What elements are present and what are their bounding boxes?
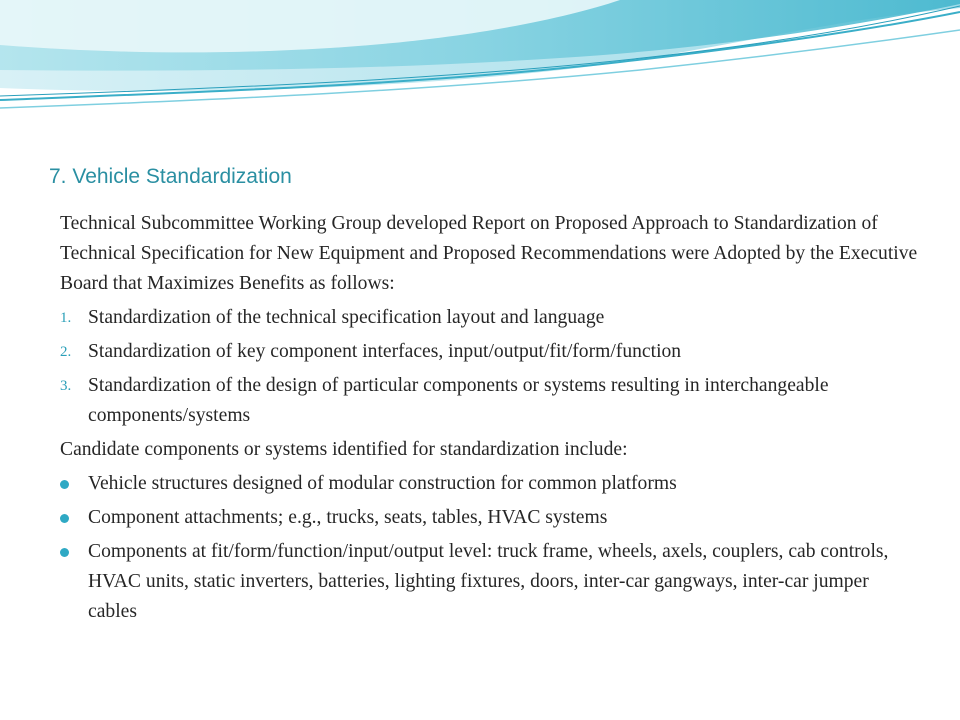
bullet-list <box>60 469 920 627</box>
candidates-paragraph: Candidate components or systems identified for standardization include: <box>60 439 628 460</box>
numbered-item-text: Standardization of key component interfaces, input/output/fit/form/function <box>88 341 682 362</box>
bullet-dot-icon <box>60 548 69 557</box>
numbered-item-text: Standardization of the technical specification layout and language <box>88 307 605 328</box>
list-number: 3. <box>60 378 72 394</box>
bullet-item <box>60 469 920 499</box>
slide-body <box>60 209 920 631</box>
header-wave-decoration <box>0 0 960 130</box>
bullet-item-text: Component attachments; e.g., trucks, seats, tables, HVAC systems <box>88 507 608 528</box>
numbered-list <box>60 303 920 431</box>
bullet-item <box>60 503 920 533</box>
bullet-dot-icon <box>60 480 69 489</box>
numbered-item <box>60 303 920 333</box>
intro-paragraph: Technical Subcommittee Working Group developed Report on Proposed Approach to Standardization of Technical Specification for New Equipment and Proposed Recommendations were Adopted by the Executive Board that Maximizes Benefits as follows: <box>60 213 918 294</box>
list-number: 1. <box>60 310 72 326</box>
bullet-dot-icon <box>60 514 69 523</box>
numbered-item <box>60 371 920 431</box>
bullet-item-text: Components at fit/form/function/input/output level: truck frame, wheels, axels, couplers, cab controls, HVAC units, static inverters, batteries, lighting fixtures, doors, inter-car gangways, inter-car jumper cables <box>88 541 889 622</box>
bullet-item-text: Vehicle structures designed of modular construction for common platforms <box>88 473 677 494</box>
slide-title: 7. Vehicle Standardization <box>49 165 292 188</box>
numbered-item <box>60 337 920 367</box>
list-number: 2. <box>60 344 72 360</box>
numbered-item-text: Standardization of the design of particular components or systems resulting in interchangeable components/systems <box>88 375 829 426</box>
bullet-item <box>60 537 920 627</box>
